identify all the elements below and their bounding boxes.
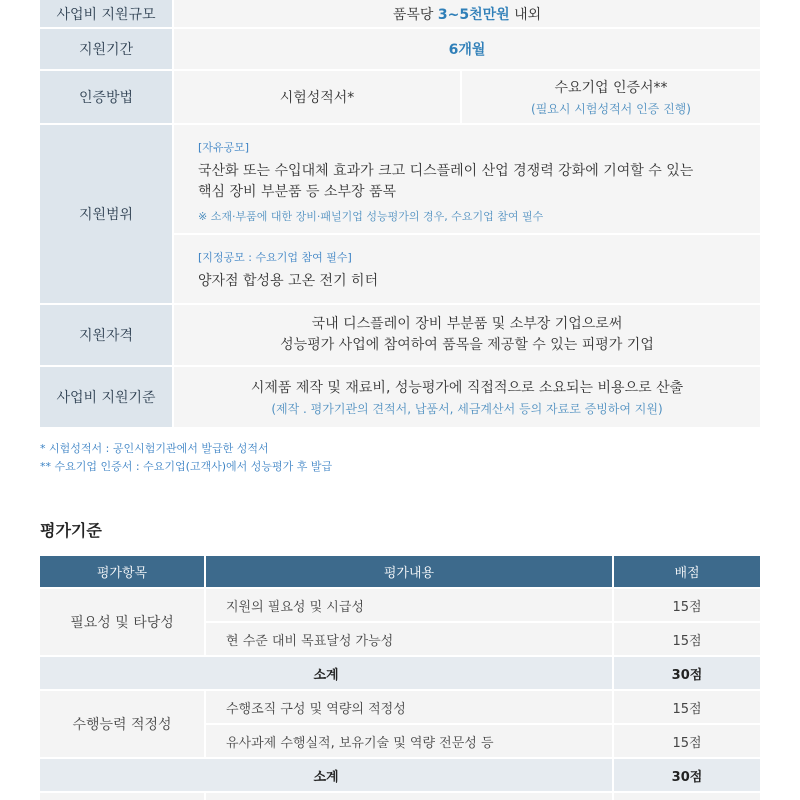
group1-row2-score: 15점 [614,623,760,655]
eval-header-item: 평가항목 [40,556,204,587]
scope-open-note: ※ 소재·부품에 대한 장비·패널기업 성능평가의 경우, 수요기업 참여 필수 [198,210,544,223]
evaluation-title: 평가기준 [40,521,102,540]
group1-row1-content: 지원의 필요성 및 시급성 [206,589,612,621]
criteria-cell [174,367,760,427]
period-value: 6개월 [448,42,486,58]
cert-label: 인증방법 [40,71,172,123]
group2-name: 수행능력 적정성 [40,691,204,757]
scale-value [174,0,760,27]
criteria-main: 시제품 제작 및 재료비, 성능평가에 직접적으로 소요되는 비용으로 산출 [250,380,684,396]
cert-left: 시험성적서* [174,71,460,123]
qualification-label: 지원자격 [40,305,172,365]
scale-suffix: 내외 [509,6,542,23]
scope-open-block [174,125,760,233]
scope-designated-block [174,235,760,303]
group1-name: 필요성 및 타당성 [40,589,204,655]
scale-prefix: 품목당 [392,6,438,23]
group2-row1-content: 수행조직 구성 및 역량의 적정성 [206,691,612,723]
next-row-content-partial [206,793,612,800]
group1-row1-score: 15점 [614,589,760,621]
group1-subtotal-score: 30점 [614,657,760,689]
scale-highlight: 3~5천만원 [437,6,510,23]
group1-row2-content: 현 수준 대비 목표달성 가능성 [206,623,612,655]
scope-designated-text: 양자점 합성용 고온 전기 히터 [198,273,379,289]
scope-designated-tag: [지정공모 : 수요기업 참여 필수] [198,251,352,264]
group2-row2-content: 유사과제 수행실적, 보유기술 및 역량 전문성 등 [206,725,612,757]
cert-right-sub: (필요시 시험성적서 인증 진행) [531,102,691,116]
footnote-test-report: * 시험성적서 : 공인시험기관에서 발급한 성적서 [40,442,269,455]
footnote-demand-cert: ** 수요기업 인증서 : 수요기업(고객사)에서 성능평가 후 발급 [40,460,333,473]
scope-label: 지원범위 [40,125,172,303]
criteria-label: 사업비 지원기준 [40,367,172,427]
group1-subtotal-label: 소계 [40,657,612,689]
scope-open-line1: 국산화 또는 수입대체 효과가 크고 디스플레이 산업 경쟁력 강화에 기여할 수 있는 [198,163,694,179]
qualification-line1: 국내 디스플레이 장비 부분품 및 소부장 기업으로써 [311,316,623,332]
scope-open-tag: [자유공모] [198,141,250,154]
scope-open-line2: 핵심 장비 부분품 등 소부장 품목 [198,184,397,200]
period-label: 지원기간 [40,29,172,69]
eval-header-content: 평가내용 [206,556,612,587]
scale-label: 사업비 지원규모 [40,0,172,27]
criteria-sub: (제작 . 평가기관의 견적서, 납품서, 세금계산서 등의 자료로 증빙하여 지원) [271,402,663,416]
next-row-score-partial [614,793,760,800]
cert-right [462,71,760,123]
group2-row1-score: 15점 [614,691,760,723]
cert-right-main: 수요기업 인증서** [554,80,668,96]
next-row-item-partial [40,793,204,800]
group2-row2-score: 15점 [614,725,760,757]
group2-subtotal-label: 소계 [40,759,612,791]
group2-subtotal-score: 30점 [614,759,760,791]
qualification-line2: 성능평가 사업에 참여하여 품목을 제공할 수 있는 피평가 기업 [280,337,654,353]
period-cell [174,29,760,69]
qualification-cell [174,305,760,365]
eval-header-score: 배점 [614,556,760,587]
